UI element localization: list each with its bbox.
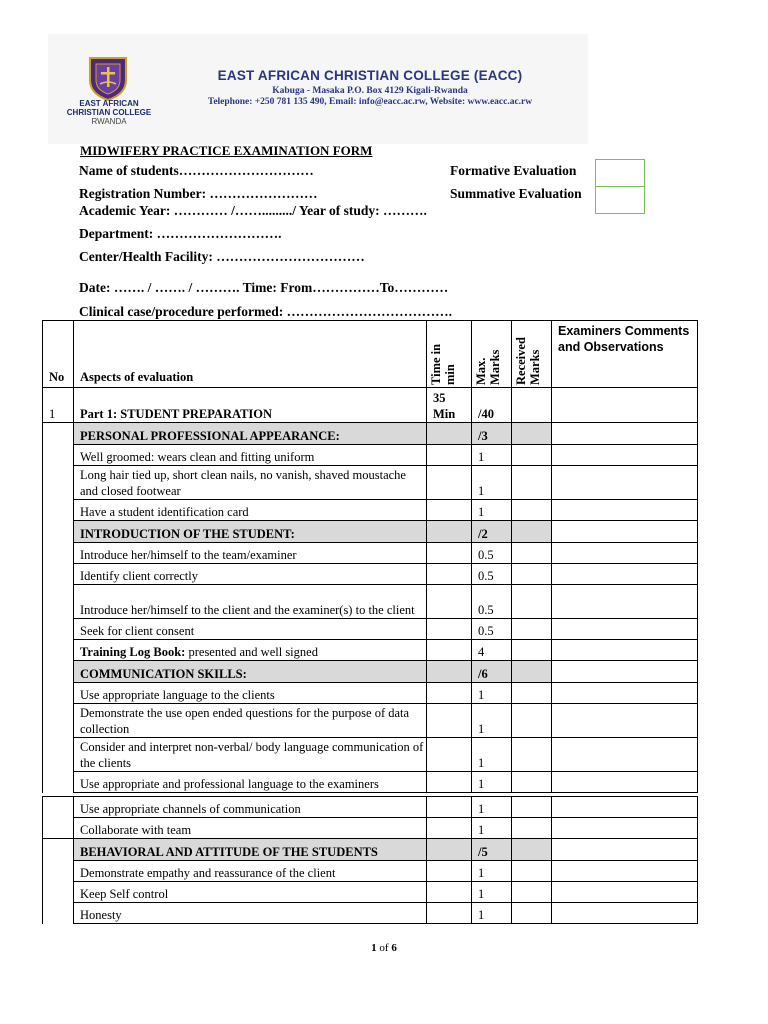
row-comments[interactable] [552, 861, 698, 882]
row-comments[interactable] [552, 564, 698, 585]
row-max-marks: 1 [472, 903, 512, 924]
row-no-cell [43, 903, 74, 924]
row-label: Consider and interpret non-verbal/ body language communication of the clients [74, 738, 427, 772]
row-label: Use appropriate and professional language to the examiners [74, 772, 427, 793]
row-received-marks[interactable] [512, 619, 552, 640]
part-no: 1 [43, 388, 74, 423]
row-comments[interactable] [552, 445, 698, 466]
col-received: Received Marks [512, 321, 552, 388]
row-max-marks: 0.5 [472, 619, 512, 640]
row-time-cell[interactable] [427, 500, 472, 521]
row-time-cell[interactable] [427, 423, 472, 445]
row-label: Have a student identification card [74, 500, 427, 521]
row-label: Identify client correctly [74, 564, 427, 585]
row-time-cell[interactable] [427, 640, 472, 661]
row-label: PERSONAL PROFESSIONAL APPEARANCE: [74, 423, 427, 445]
part-row [43, 388, 698, 423]
date-time-field[interactable]: Date: ……. / ……. / ………. Time: From……………To………… [79, 280, 449, 295]
row-label: BEHAVIORAL AND ATTITUDE OF THE STUDENTS [74, 839, 427, 861]
row-time-cell[interactable] [427, 564, 472, 585]
table-row [43, 466, 698, 500]
row-no-cell [43, 861, 74, 882]
part-received[interactable] [512, 388, 552, 423]
row-received-marks[interactable] [512, 564, 552, 585]
row-label: Introduce her/himself to the client and the examiner(s) to the client [74, 585, 427, 619]
row-max-marks: 1 [472, 704, 512, 738]
row-time-cell[interactable] [427, 661, 472, 683]
evaluation-table-continued [42, 796, 698, 924]
row-time-cell[interactable] [427, 585, 472, 619]
row-received-marks[interactable] [512, 797, 552, 818]
row-comments[interactable] [552, 500, 698, 521]
row-max-marks: 1 [472, 500, 512, 521]
row-max-marks: /3 [472, 423, 512, 445]
row-comments[interactable] [552, 619, 698, 640]
row-time-cell[interactable] [427, 704, 472, 738]
row-comments[interactable] [552, 640, 698, 661]
table-row [43, 882, 698, 903]
row-time-cell[interactable] [427, 466, 472, 500]
college-address: Kabuga - Masaka P.O. Box 4129 Kigali-Rwanda [272, 86, 468, 96]
row-received-marks[interactable] [512, 423, 552, 445]
row-label: Long hair tied up, short clean nails, no vanish, shaved moustache and closed footwear [74, 466, 427, 500]
section-row [43, 521, 698, 543]
col-comments: Examiners Comments and Observations [552, 321, 698, 388]
row-time-cell[interactable] [427, 683, 472, 704]
row-max-marks: 1 [472, 797, 512, 818]
row-max-marks: 1 [472, 818, 512, 839]
row-no-cell [43, 585, 74, 619]
row-label: Demonstrate the use open ended questions for the purpose of data collection [74, 704, 427, 738]
row-no-cell [43, 683, 74, 704]
row-time-cell[interactable] [427, 619, 472, 640]
row-comments[interactable] [552, 839, 698, 861]
row-comments[interactable] [552, 704, 698, 738]
summative-label: Summative Evaluation [450, 186, 582, 201]
section-row [43, 423, 698, 445]
row-received-marks[interactable] [512, 772, 552, 793]
table-row [43, 445, 698, 466]
row-label: Use appropriate channels of communication [74, 797, 427, 818]
row-comments[interactable] [552, 772, 698, 793]
row-received-marks[interactable] [512, 445, 552, 466]
row-received-marks[interactable] [512, 903, 552, 924]
college-contact: Telephone: +250 781 135 490, Email: info@eacc.ac.rw, Website: www.eacc.ac.rw [207, 97, 533, 107]
row-no-cell [43, 738, 74, 772]
row-label: Seek for client consent [74, 619, 427, 640]
row-time-cell[interactable] [427, 818, 472, 839]
row-received-marks[interactable] [512, 640, 552, 661]
evaluation-table [42, 320, 698, 793]
row-comments[interactable] [552, 797, 698, 818]
row-no-cell [43, 704, 74, 738]
row-label: Collaborate with team [74, 818, 427, 839]
row-max-marks: 0.5 [472, 585, 512, 619]
row-max-marks: 1 [472, 861, 512, 882]
section-row [43, 839, 698, 861]
part-time: 35 Min [427, 388, 472, 423]
row-no-cell [43, 640, 74, 661]
row-comments[interactable] [552, 466, 698, 500]
part-max: /40 [472, 388, 512, 423]
academic-year-field[interactable]: Academic Year: ………… /……........./ Year of study: ………. [79, 203, 427, 218]
row-no-cell [43, 772, 74, 793]
part-label: Part 1: STUDENT PREPARATION [74, 388, 427, 423]
page-number: 1 of 6 [371, 942, 397, 954]
row-no-cell [43, 839, 74, 861]
row-received-marks[interactable] [512, 738, 552, 772]
row-comments[interactable] [552, 683, 698, 704]
section-row [43, 661, 698, 683]
row-received-marks[interactable] [512, 839, 552, 861]
row-no-cell [43, 423, 74, 445]
row-received-marks[interactable] [512, 818, 552, 839]
table-row [43, 500, 698, 521]
row-comments[interactable] [552, 903, 698, 924]
row-max-marks: 0.5 [472, 543, 512, 564]
row-max-marks: 1 [472, 882, 512, 903]
row-no-cell [43, 797, 74, 818]
form-title: MIDWIFERY PRACTICE EXAMINATION FORM [80, 143, 373, 158]
student-name-field[interactable]: Name of students………………………… [79, 163, 314, 178]
summative-checkbox[interactable] [595, 186, 645, 214]
row-comments[interactable] [552, 585, 698, 619]
row-label: Training Log Book: presented and well signed [74, 640, 427, 661]
table-row [43, 903, 698, 924]
row-label: COMMUNICATION SKILLS: [74, 661, 427, 683]
table-row [43, 738, 698, 772]
registration-field[interactable]: Registration Number: …………………… [79, 186, 318, 201]
col-aspects: Aspects of evaluation [74, 321, 427, 388]
col-no: No [43, 321, 74, 388]
row-received-marks[interactable] [512, 543, 552, 564]
row-max-marks: /5 [472, 839, 512, 861]
table-row [43, 543, 698, 564]
table-row [43, 861, 698, 882]
row-comments[interactable] [552, 543, 698, 564]
row-time-cell[interactable] [427, 903, 472, 924]
row-comments[interactable] [552, 738, 698, 772]
row-no-cell [43, 445, 74, 466]
college-name: EAST AFRICAN CHRISTIAN COLLEGE (EACC) [217, 68, 523, 83]
row-label: Keep Self control [74, 882, 427, 903]
row-comments[interactable] [552, 661, 698, 683]
table-row [43, 797, 698, 818]
table-row [43, 585, 698, 619]
row-time-cell[interactable] [427, 839, 472, 861]
department-field[interactable]: Department: ………………………. [79, 226, 282, 241]
college-logo [86, 54, 130, 102]
row-label: Honesty [74, 903, 427, 924]
formative-checkbox[interactable] [595, 159, 645, 187]
row-label: Introduce her/himself to the team/examiner [74, 543, 427, 564]
row-label: Use appropriate language to the clients [74, 683, 427, 704]
row-comments[interactable] [552, 818, 698, 839]
table-row [43, 818, 698, 839]
row-max-marks: 1 [472, 738, 512, 772]
row-no-cell [43, 661, 74, 683]
center-field[interactable]: Center/Health Facility: …………………………… [79, 249, 365, 264]
logo-caption: EAST AFRICAN CHRISTIAN COLLEGE RWANDA [66, 99, 152, 126]
table-row [43, 704, 698, 738]
row-max-marks: 0.5 [472, 564, 512, 585]
row-time-cell[interactable] [427, 521, 472, 543]
row-no-cell [43, 543, 74, 564]
row-no-cell [43, 818, 74, 839]
row-received-marks[interactable] [512, 882, 552, 903]
row-max-marks: 1 [472, 445, 512, 466]
table-row [43, 772, 698, 793]
row-max-marks: 1 [472, 772, 512, 793]
row-received-marks[interactable] [512, 466, 552, 500]
row-time-cell[interactable] [427, 738, 472, 772]
row-max-marks: /6 [472, 661, 512, 683]
row-time-cell[interactable] [427, 797, 472, 818]
row-no-cell [43, 521, 74, 543]
row-label: Demonstrate empathy and reassurance of the client [74, 861, 427, 882]
row-received-marks[interactable] [512, 500, 552, 521]
row-received-marks[interactable] [512, 661, 552, 683]
row-time-cell[interactable] [427, 543, 472, 564]
row-comments[interactable] [552, 423, 698, 445]
col-time: Time in min [427, 321, 472, 388]
row-no-cell [43, 619, 74, 640]
row-received-marks[interactable] [512, 683, 552, 704]
row-time-cell[interactable] [427, 882, 472, 903]
table-row [43, 683, 698, 704]
row-comments[interactable] [552, 521, 698, 543]
row-no-cell [43, 466, 74, 500]
row-max-marks: 1 [472, 466, 512, 500]
row-time-cell[interactable] [427, 861, 472, 882]
row-received-marks[interactable] [512, 704, 552, 738]
row-no-cell [43, 882, 74, 903]
col-max: Max. Marks [472, 321, 512, 388]
row-no-cell [43, 564, 74, 585]
row-max-marks: 1 [472, 683, 512, 704]
table-row [43, 619, 698, 640]
row-received-marks[interactable] [512, 861, 552, 882]
table-row [43, 640, 698, 661]
row-time-cell[interactable] [427, 445, 472, 466]
row-max-marks: 4 [472, 640, 512, 661]
table-row [43, 564, 698, 585]
row-label: Well groomed: wears clean and fitting uniform [74, 445, 427, 466]
clinical-case-field[interactable]: Clinical case/procedure performed: ………………………………. [79, 304, 452, 319]
row-received-marks[interactable] [512, 521, 552, 543]
row-max-marks: /2 [472, 521, 512, 543]
row-no-cell [43, 500, 74, 521]
table-header-row [43, 321, 698, 388]
row-comments[interactable] [552, 882, 698, 903]
row-time-cell[interactable] [427, 772, 472, 793]
formative-label: Formative Evaluation [450, 163, 577, 178]
part-comments[interactable] [552, 388, 698, 423]
row-label: INTRODUCTION OF THE STUDENT: [74, 521, 427, 543]
row-received-marks[interactable] [512, 585, 552, 619]
